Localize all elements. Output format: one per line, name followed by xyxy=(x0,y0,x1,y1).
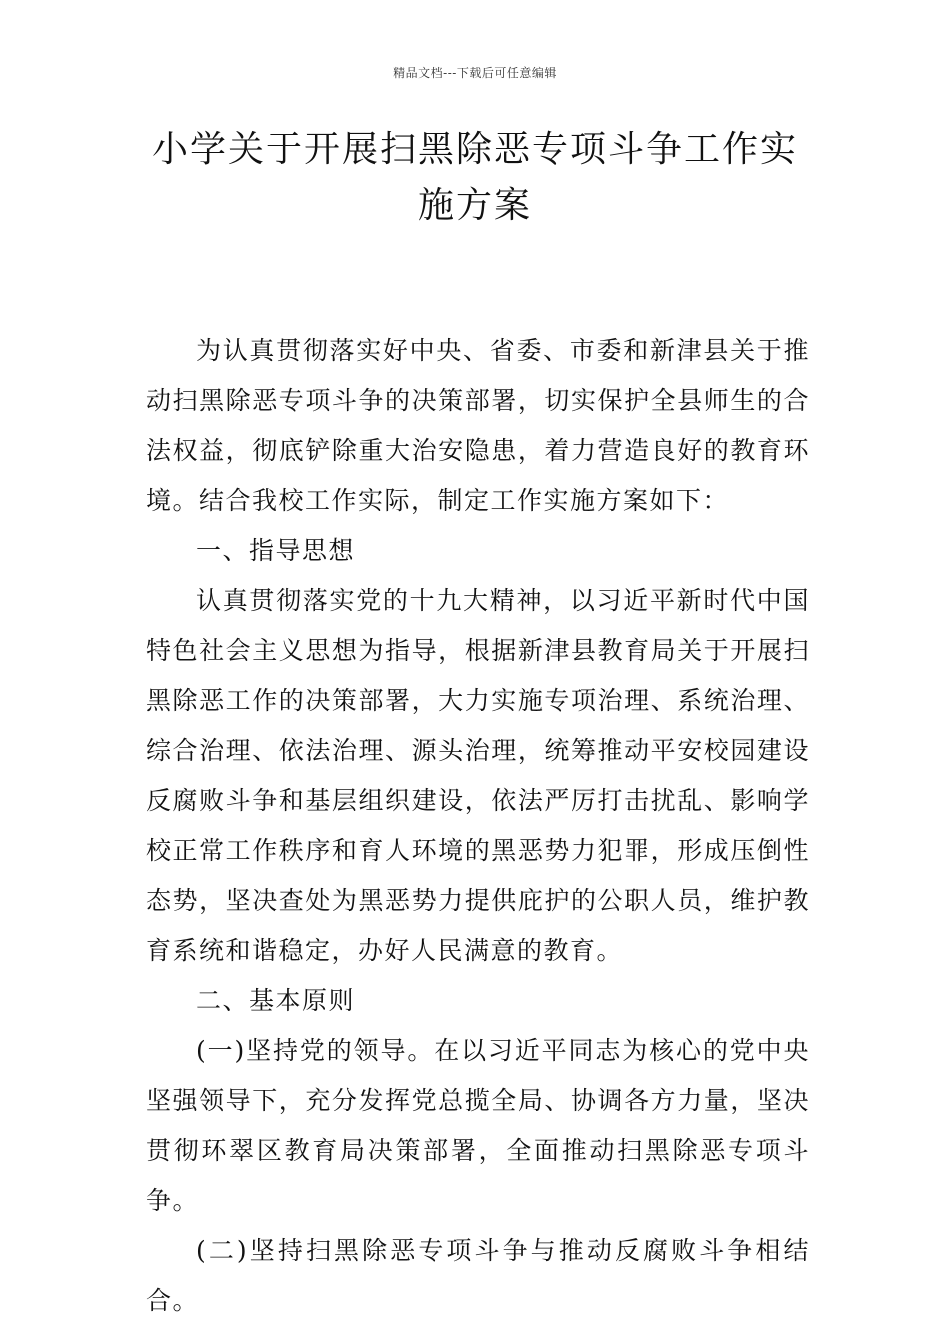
section-heading-basic-principles: 二、基本原则 xyxy=(196,986,356,1015)
section-heading-guiding-ideology: 一、指导思想 xyxy=(196,536,356,565)
guiding-ideology-paragraph: 认真贯彻落实党的十九大精神，以习近平新时代中国特色社会主义思想为指导，根据新津县教育局关于开展扫黑除恶工作的决策部署，大力实施专项治理、系统治理、综合治理、依法治理、源头治理，统筹推动平安校园建设反腐败斗争和基层组织建设，依法严厉打击扰乱、影响学校正常工作秩序和育人环境的黑恶势力犯罪，形成压倒性态势，坚决查处为黑恶势力提供庇护的公职人员，维护教育系统和谐稳定，办好人民满意的教育。 xyxy=(146,586,810,965)
principle-one-paragraph: (一)坚持党的领导。在以习近平同志为核心的党中央坚强领导下，充分发挥党总揽全局、协调各方力量，坚决贯彻环翠区教育局决策部署，全面推动扫黑除恶专项斗争。 xyxy=(146,1036,810,1215)
document-title: 小学关于开展扫黑除恶专项斗争工作实施方案 xyxy=(151,129,798,226)
intro-paragraph: 为认真贯彻落实好中央、省委、市委和新津县关于推动扫黑除恶专项斗争的决策部署，切实保护全县师生的合法权益，彻底铲除重大治安隐患，着力营造良好的教育环境。结合我校工作实际，制定工作实施方案如下： xyxy=(146,336,810,515)
running-header: 精品文档---下载后可任意编辑 xyxy=(393,66,557,80)
principle-two-paragraph: (二)坚持扫黑除恶专项斗争与推动反腐败斗争相结合。 xyxy=(146,1236,810,1315)
document-body xyxy=(146,326,810,1326)
